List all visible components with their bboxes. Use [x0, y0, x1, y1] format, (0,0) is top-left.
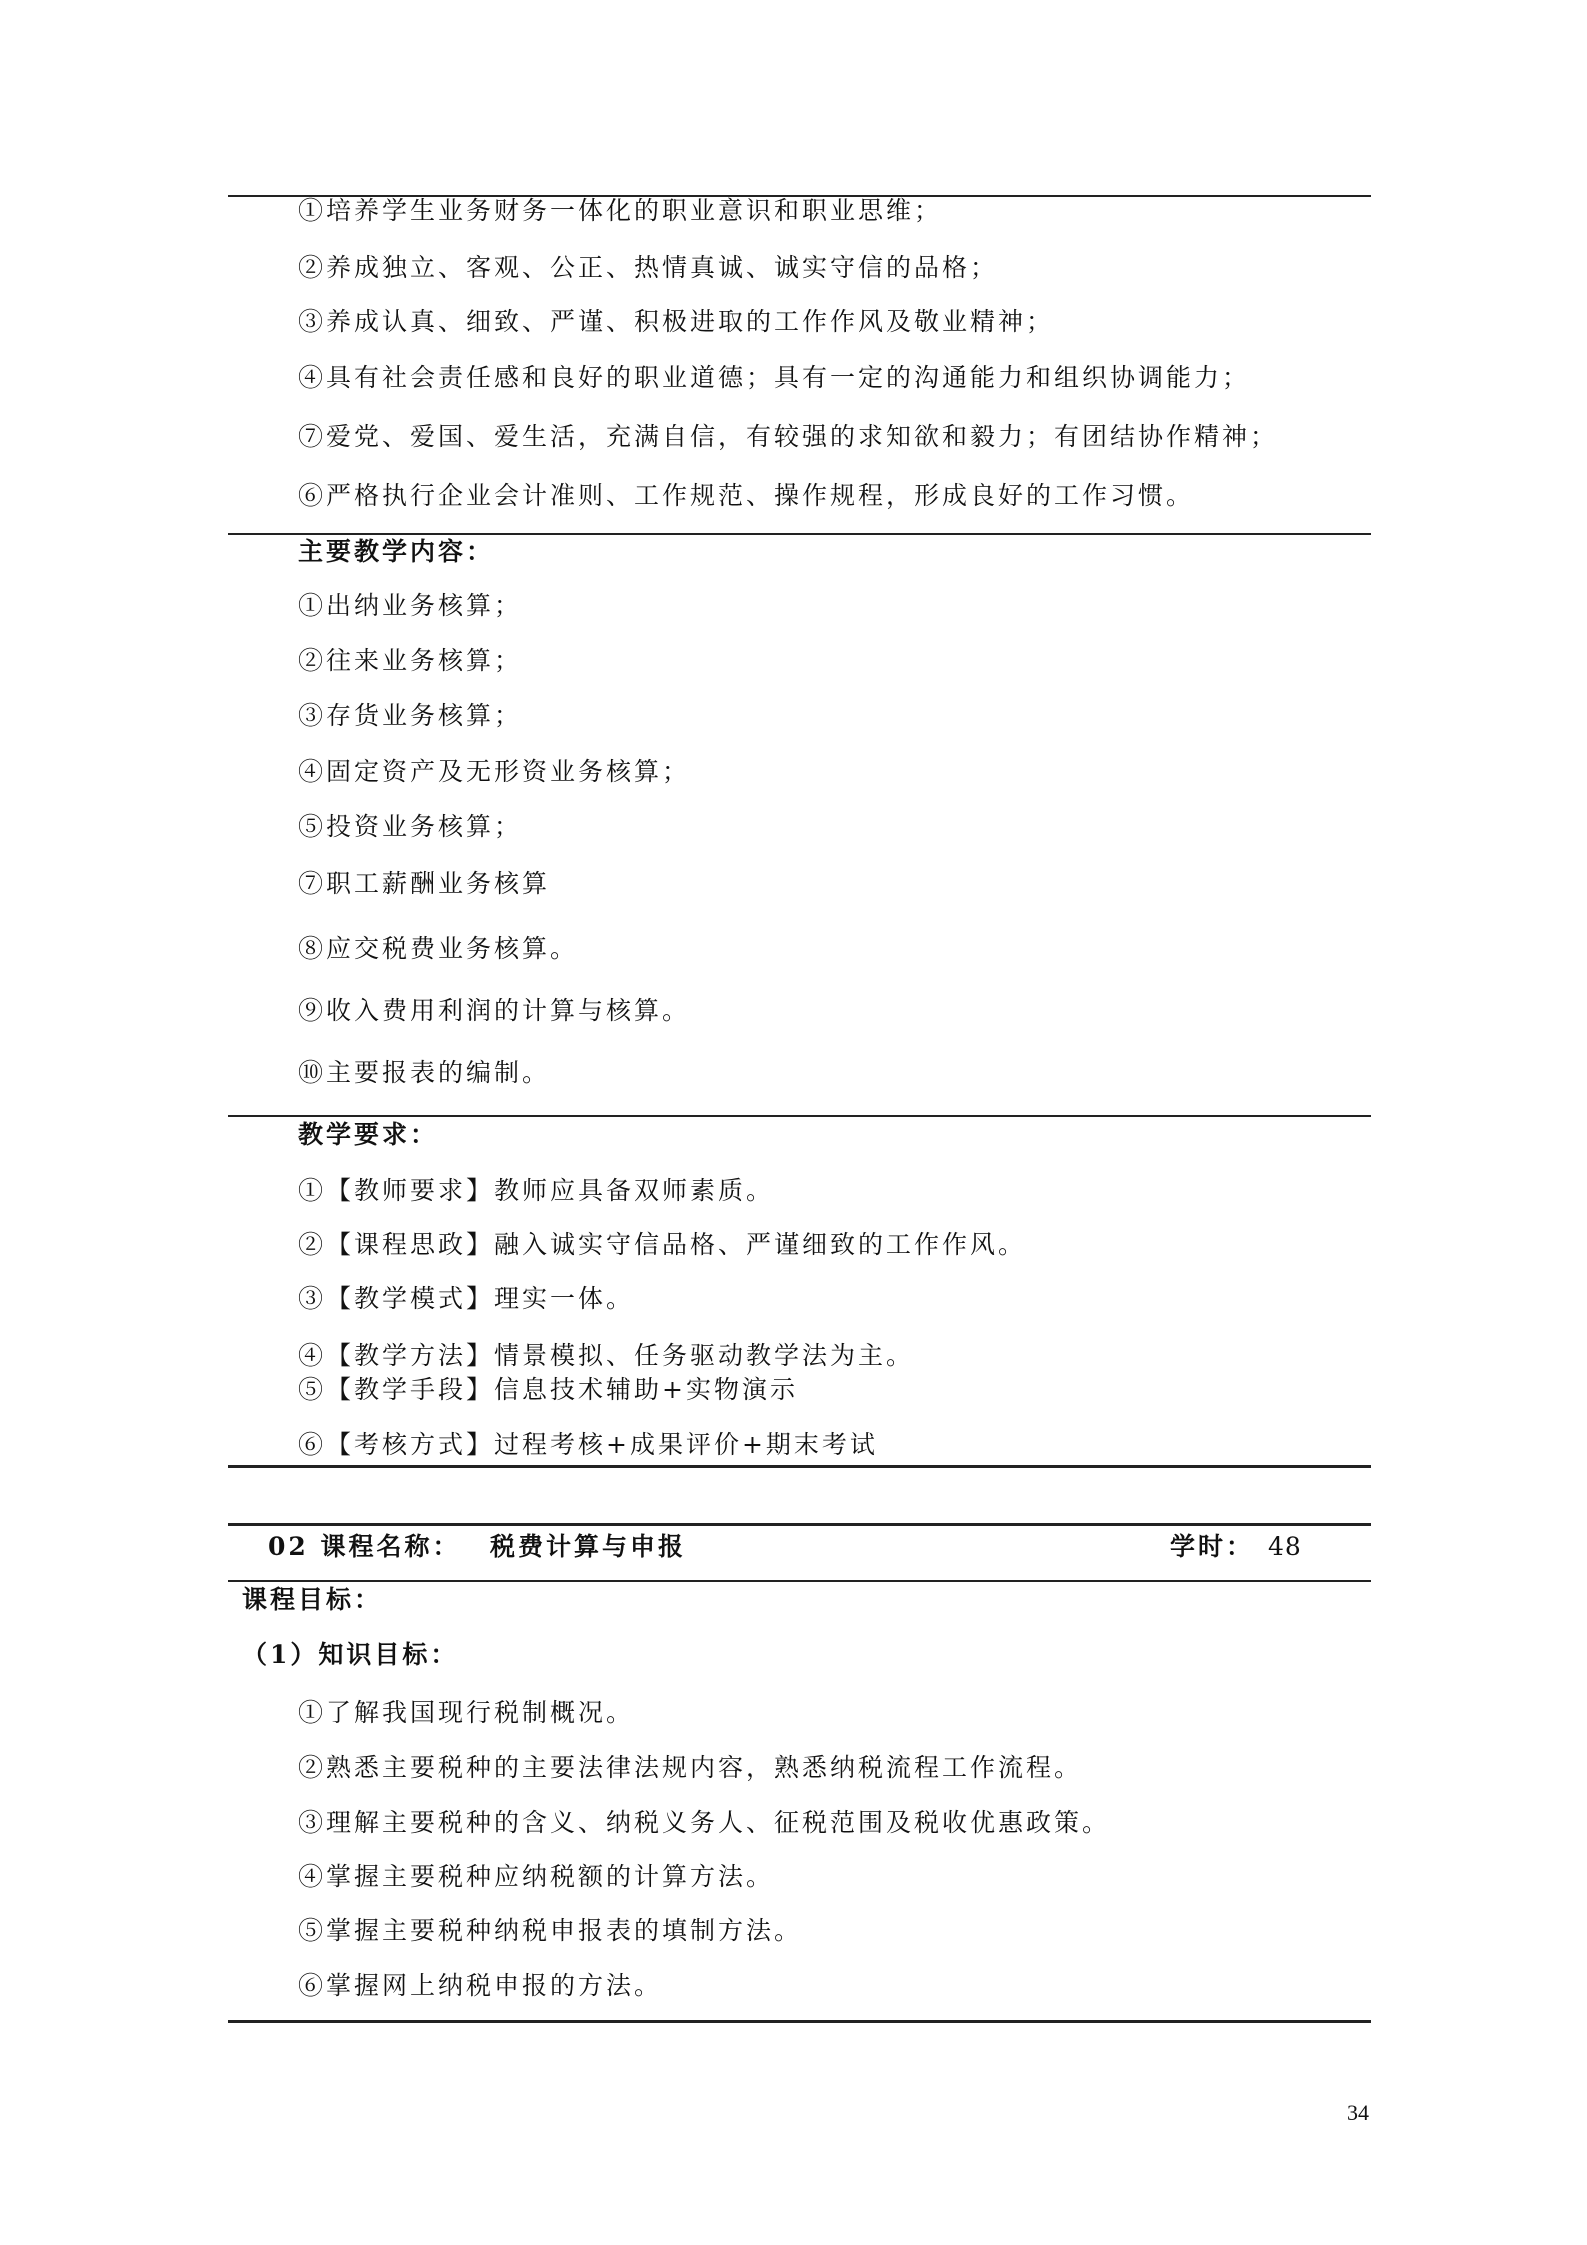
- content-item: ⑤投资业务核算；: [298, 812, 523, 841]
- knowledge-item: ⑥掌握网上纳税申报的方法。: [298, 1971, 663, 2000]
- content-item: ⑦职工薪酬业务核算: [298, 869, 551, 898]
- course-number-label: 02 课程名称：: [268, 1532, 461, 1561]
- quality-item: ①培养学生业务财务一体化的职业意识和职业思维；: [298, 196, 943, 225]
- content-item: ②往来业务核算；: [298, 646, 523, 675]
- knowledge-heading: （1）知识目标：: [242, 1640, 459, 1669]
- knowledge-item: ⑤掌握主要税种纳税申报表的填制方法。: [298, 1916, 803, 1945]
- course-title: 税费计算与申报: [490, 1532, 687, 1561]
- quality-item: ③养成认真、细致、严谨、积极进取的工作作风及敬业精神；: [298, 307, 1055, 336]
- goals-heading: 课程目标：: [242, 1585, 383, 1614]
- knowledge-item: ②熟悉主要税种的主要法律法规内容，熟悉纳税流程工作流程。: [298, 1753, 1083, 1782]
- requirement-item: ①【教师要求】教师应具备双师素质。: [298, 1176, 775, 1205]
- quality-item: ②养成独立、客观、公正、热情真诚、诚实守信的品格；: [298, 253, 999, 282]
- knowledge-item: ④掌握主要税种应纳税额的计算方法。: [298, 1862, 775, 1891]
- content-item: ③存货业务核算；: [298, 701, 523, 730]
- section-divider: [228, 1115, 1371, 1117]
- hours-value: 48: [1268, 1532, 1302, 1561]
- section-divider: [228, 533, 1371, 535]
- content-item: ⑩主要报表的编制。: [298, 1058, 551, 1087]
- knowledge-item: ③理解主要税种的含义、纳税义务人、征税范围及税收优惠政策。: [298, 1808, 1111, 1837]
- requirement-item: ③【教学模式】理实一体。: [298, 1284, 635, 1313]
- content-item: ①出纳业务核算；: [298, 591, 523, 620]
- requirement-item: ②【课程思政】融入诚实守信品格、严谨细致的工作作风。: [298, 1230, 1027, 1259]
- quality-item: ⑥严格执行企业会计准则、工作规范、操作规程，形成良好的工作习惯。: [298, 481, 1195, 510]
- content-item: ⑨收入费用利润的计算与核算。: [298, 996, 691, 1025]
- course2-bottom-border: [228, 2020, 1371, 2023]
- knowledge-item: ①了解我国现行税制概况。: [298, 1698, 635, 1727]
- course2-top-border: [228, 1523, 1371, 1526]
- requirements-heading: 教学要求：: [298, 1120, 439, 1149]
- page-number: 34: [1347, 2100, 1369, 2125]
- content-item: ④固定资产及无形资业务核算；: [298, 757, 691, 786]
- hours-label: 学时：: [1170, 1532, 1255, 1561]
- content-heading: 主要教学内容：: [298, 537, 495, 566]
- table-bottom-border: [228, 1465, 1371, 1468]
- requirement-item: ⑥【考核方式】过程考核+成果评价+期末考试: [298, 1430, 878, 1459]
- quality-item: ⑦爱党、爱国、爱生活，充满自信，有较强的求知欲和毅力；有团结协作精神；: [298, 422, 1279, 451]
- requirement-item: ④【教学方法】情景模拟、任务驱动教学法为主。: [298, 1341, 915, 1370]
- requirement-item: ⑤【教学手段】信息技术辅助+实物演示: [298, 1375, 798, 1404]
- quality-item: ④具有社会责任感和良好的职业道德；具有一定的沟通能力和组织协调能力；: [298, 363, 1251, 392]
- content-item: ⑧应交税费业务核算。: [298, 934, 579, 963]
- course-header-divider: [228, 1580, 1371, 1582]
